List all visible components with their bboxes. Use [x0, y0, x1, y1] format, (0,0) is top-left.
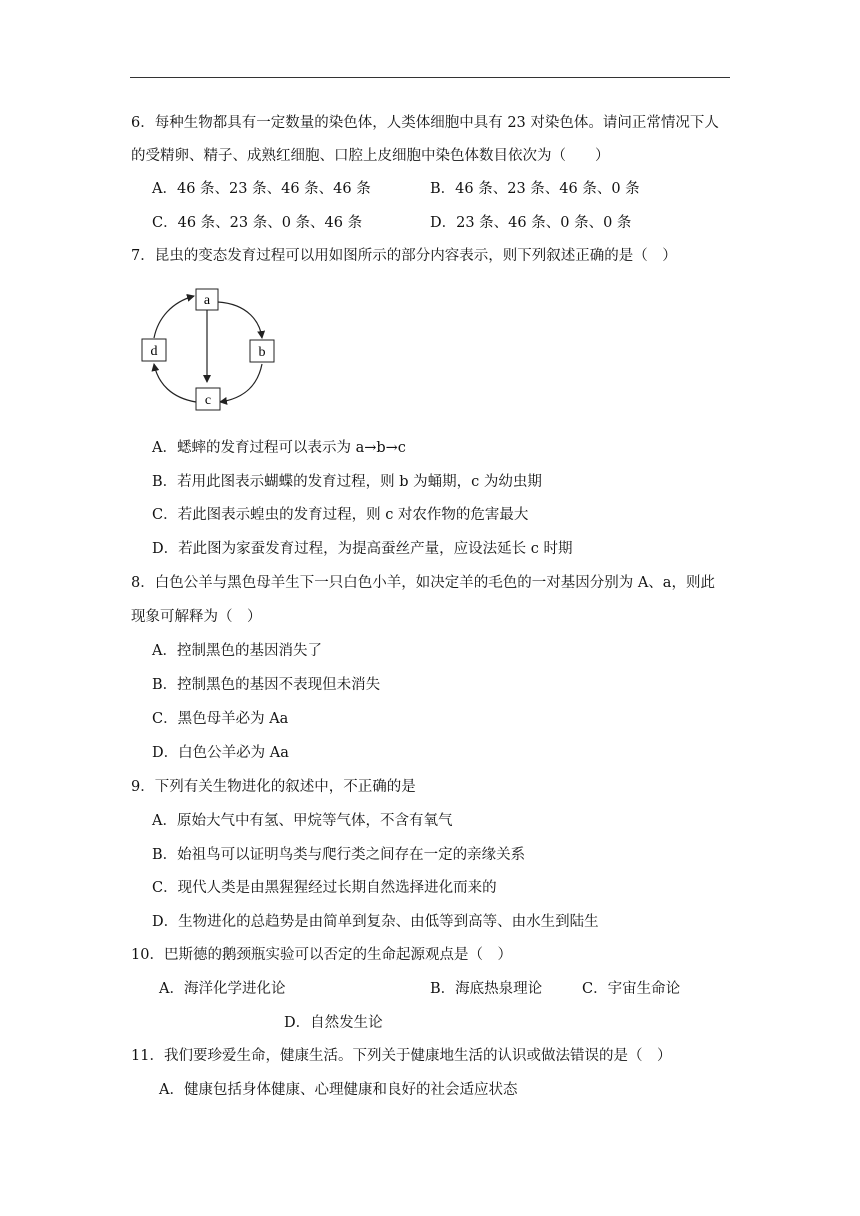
arrow-b-to-c	[220, 364, 262, 402]
q8-option-c: C．黑色母羊必为 Aa	[152, 711, 289, 727]
q10-option-b: B．海底热泉理论	[430, 981, 543, 997]
q8-option-d: D．白色公羊必为 Aa	[152, 745, 289, 761]
header-rule	[130, 77, 730, 78]
q11-stem: 11．我们要珍爱生命，健康生活。下列关于健康地生活的认识或做法错误的是（ ）	[131, 1048, 672, 1064]
q6-option-c: C．46 条、23 条、0 条、46 条	[152, 215, 363, 231]
q9-option-b: B．始祖鸟可以证明鸟类与爬行类之间存在一定的亲缘关系	[152, 847, 526, 863]
q10-option-a: A．海洋化学进化论	[159, 981, 286, 997]
q10-option-d: D．自然发生论	[284, 1015, 383, 1031]
q7-option-d: D．若此图为家蚕发育过程，为提高蚕丝产量，应设法延长 c 时期	[152, 541, 573, 557]
arrow-a-to-b	[218, 302, 262, 338]
q9-stem: 9．下列有关生物进化的叙述中，不正确的是	[131, 779, 416, 795]
q8-stem-line1: 8．白色公羊与黑色母羊生下一只白色小羊，如决定羊的毛色的一对基因分别为 A、a，则此	[131, 575, 715, 591]
q9-option-a: A．原始大气中有氢、甲烷等气体，不含有氧气	[152, 813, 453, 829]
label-b: b	[258, 345, 266, 360]
label-a: a	[203, 293, 211, 308]
q6-option-a: A．46 条、23 条、46 条、46 条	[152, 181, 371, 197]
q6-option-b: B．46 条、23 条、46 条、0 条	[430, 181, 640, 197]
label-c: c	[204, 393, 212, 408]
q6-stem-line2: 的受精卵、精子、成熟红细胞、口腔上皮细胞中染色体数目依次为（ ）	[131, 148, 610, 164]
label-d: d	[150, 344, 158, 359]
arrow-d-to-a	[154, 296, 194, 338]
q8-stem-line2: 现象可解释为（ ）	[131, 609, 262, 625]
q9-option-d: D．生物进化的总趋势是由简单到复杂、由低等到高等、由水生到陆生	[152, 914, 599, 930]
q8-option-a: A．控制黑色的基因消失了	[152, 643, 322, 659]
q10-stem: 10．巴斯德的鹅颈瓶实验可以否定的生命起源观点是（ ）	[131, 947, 512, 963]
q9-option-c: C．现代人类是由黑猩猩经过长期自然选择进化而来的	[152, 880, 497, 896]
q8-option-b: B．控制黑色的基因不表现但未消失	[152, 677, 381, 693]
q7-stem: 7．昆虫的变态发育过程可以用如图所示的部分内容表示，则下列叙述正确的是（ ）	[131, 248, 677, 264]
q10-option-c: C．宇宙生命论	[582, 981, 681, 997]
q7-option-b: B．若用此图表示蝴蝶的发育过程，则 b 为蛹期，c 为幼虫期	[152, 474, 542, 490]
q7-option-c: C．若此图表示蝗虫的发育过程，则 c 对农作物的危害最大	[152, 507, 529, 523]
metamorphosis-cycle-diagram	[136, 282, 286, 416]
q7-option-a: A．蟋蟀的发育过程可以表示为 a→b→c	[152, 440, 406, 456]
q6-option-d: D．23 条、46 条、0 条、0 条	[430, 215, 632, 231]
arrow-c-to-d	[154, 364, 196, 402]
q11-option-a: A．健康包括身体健康、心理健康和良好的社会适应状态	[159, 1082, 518, 1098]
q6-stem-line1: 6．每种生物都具有一定数量的染色体，人类体细胞中具有 23 对染色体。请问正常情况下人	[131, 115, 719, 131]
